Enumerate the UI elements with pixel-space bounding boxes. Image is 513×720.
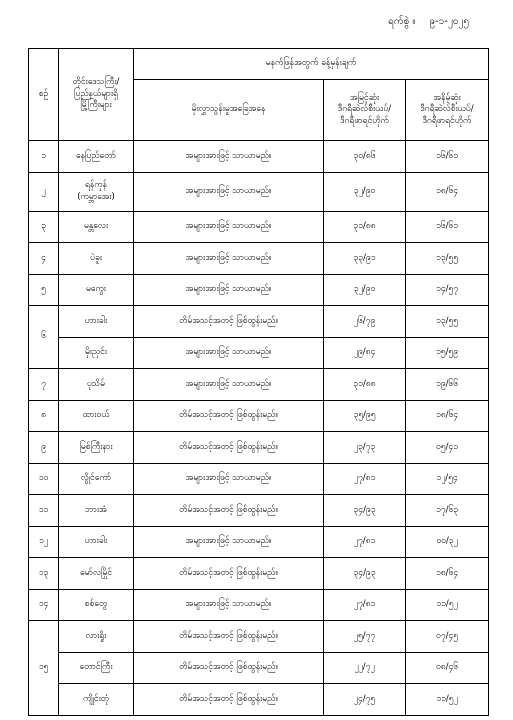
city-name: နေပြည်တော် (76, 150, 116, 161)
serial-no-cell: ၁၁ (29, 495, 59, 527)
header-serial-no: စဉ် (29, 49, 59, 141)
table-row (29, 526, 489, 558)
max-temp-cell: ၂၅/၇၇ (324, 621, 406, 653)
max-temp-cell: ၃၁/၈၈ (324, 211, 406, 243)
city-name: စစ်တွေ (84, 599, 108, 610)
table-row (29, 337, 489, 369)
weather-cell: တိမ်အသင့်အတင့် ဖြစ်ထွန်းမည်။ (134, 621, 324, 653)
city-name: မော်လမြိုင် (80, 567, 112, 578)
min-temp-cell: ၁၅/၅၉ (406, 337, 489, 369)
city-name: မိုးညှင်း (84, 347, 108, 358)
table-row (29, 558, 489, 590)
table-row (29, 211, 489, 243)
max-temp-cell: ၂၇/၈၁ (324, 526, 406, 558)
table-row (29, 684, 489, 716)
weather-cell: တိမ်အသင့်အတင့် ဖြစ်ထွန်းမည်။ (134, 400, 324, 432)
serial-no-cell: ၁၄ (29, 589, 59, 621)
serial-no-cell: ၇ (29, 369, 59, 401)
weather-cell: တိမ်အသင့်အတင့် ဖြစ်ထွန်းမည်။ (134, 558, 324, 590)
max-temp-cell: ၂၂/၇၂ (324, 652, 406, 684)
min-temp-cell: ၁၆/၆၁ (406, 141, 489, 173)
weather-cell: အများအားဖြင့် သာယာမည်။ (134, 337, 324, 369)
city-cell (59, 589, 134, 621)
serial-no-cell: ၂ (29, 172, 59, 211)
city-name: ဘားအံ (85, 504, 107, 515)
max-temp-cell: ၂၆/၇၉ (324, 306, 406, 338)
city-name: ဟားခါး (84, 536, 108, 547)
table-row (29, 589, 489, 621)
header-min-line: ဒီဂရီဆဲလ်စီးယပ်/ (420, 104, 474, 115)
min-temp-cell: ၀၀/၃၂ (406, 526, 489, 558)
max-temp-cell: ၃၁/၈၈ (324, 369, 406, 401)
min-temp-cell: ၁၁/၅၂ (406, 684, 489, 716)
weather-cell: အများအားဖြင့် သာယာမည်။ (134, 274, 324, 306)
table-row (29, 400, 489, 432)
table-row (29, 172, 489, 211)
max-temp-cell: ၂၉/၈၄ (324, 337, 406, 369)
city-name: လားရှိုး (85, 630, 107, 641)
city-name: လွိုင်ကော် (80, 473, 112, 484)
min-temp-cell: ၀၇/၄၅ (406, 621, 489, 653)
table-row (29, 306, 489, 338)
table-row (29, 432, 489, 464)
weather-cell: အများအားဖြင့် သာယာမည်။ (134, 211, 324, 243)
city-cell (59, 337, 134, 369)
city-cell (59, 172, 134, 211)
serial-no-cell: ၄ (29, 243, 59, 275)
city-cell (59, 306, 134, 338)
max-temp-cell: ၃၄/၉၃ (324, 495, 406, 527)
table-row (29, 243, 489, 275)
weather-cell: အများအားဖြင့် သာယာမည်။ (134, 526, 324, 558)
city-name: မန္တလေး (84, 221, 108, 232)
city-name: မကွေး (86, 284, 106, 295)
max-temp-cell: ၃၂/၉၀ (324, 172, 406, 211)
header-min-temp (406, 80, 489, 141)
serial-no-cell: ၅ (29, 274, 59, 306)
max-temp-cell: ၂၇/၈၁ (324, 463, 406, 495)
serial-no-cell: ၈ (29, 400, 59, 432)
min-temp-cell: ၀၈/၄၆ (406, 652, 489, 684)
max-temp-cell: ၂၄/၇၅ (324, 684, 406, 716)
max-temp-cell: ၃၅/၉၅ (324, 400, 406, 432)
city-cell (59, 621, 134, 653)
min-temp-cell: ၁၈/၆၄ (406, 172, 489, 211)
min-temp-cell: ၁၃/၅၅ (406, 243, 489, 275)
header-max-line: အမြင့်ဆုံး (349, 92, 380, 103)
weather-cell: တိမ်အသင့်အတင့် ဖြစ်ထွန်းမည်။ (134, 432, 324, 464)
city-cell (59, 211, 134, 243)
serial-no-cell: ၁၀ (29, 463, 59, 495)
header-min-line: ဒီဂရီဖာရင်ဟိုက် (422, 115, 472, 126)
header-region-line: မြို့ကြီးများ (80, 100, 112, 111)
city-name: ထားဝယ် (82, 410, 110, 421)
min-temp-cell: ၁၈/၆၄ (406, 400, 489, 432)
max-temp-cell: ၃၃/၉၁ (324, 243, 406, 275)
weather-cell: တိမ်အသင့်အတင့် ဖြစ်ထွန်းမည်။ (134, 306, 324, 338)
header-min-line: အနိမ့်ဆုံး (433, 92, 461, 103)
date-label: ရက်စွဲ ။ (388, 16, 416, 27)
city-name: ကျိုင်းတုံ (82, 693, 110, 704)
serial-no-cell: ၁၃ (29, 558, 59, 590)
max-temp-cell: ၃၂/၉၀ (324, 274, 406, 306)
serial-no-cell: ၁၂ (29, 526, 59, 558)
header-max-temp (324, 80, 406, 141)
city-cell (59, 141, 134, 173)
min-temp-cell: ၁၃/၅၅ (406, 306, 489, 338)
weather-cell: အများအားဖြင့် သာယာမည်။ (134, 369, 324, 401)
serial-no-cell: ၉ (29, 432, 59, 464)
city-cell (59, 400, 134, 432)
serial-no-cell: ၁ (29, 141, 59, 173)
min-temp-cell: ၁၂/၅၄ (406, 463, 489, 495)
table-row (29, 274, 489, 306)
header-region-cities (59, 49, 134, 141)
city-name: မြစ်ကြီးနား (79, 441, 113, 452)
weather-cell: တိမ်အသင့်အတင့် ဖြစ်ထွန်းမည်။ (134, 495, 324, 527)
serial-no-cell: ၆ (29, 306, 59, 369)
city-cell (59, 495, 134, 527)
weather-cell: အများအားဖြင့် သာယာမည်။ (134, 141, 324, 173)
weather-forecast-table (28, 48, 489, 716)
weather-cell: အများအားဖြင့် သာယာမည်။ (134, 243, 324, 275)
serial-no-cell: ၃ (29, 211, 59, 243)
serial-no-cell: ၁၅ (29, 621, 59, 716)
weather-cell: အများအားဖြင့် သာယာမည်။ (134, 589, 324, 621)
max-temp-cell: ၂၃/၇၃ (324, 432, 406, 464)
header-region-line: တိုင်းဒေသကြီး/ (72, 77, 120, 88)
table-row (29, 463, 489, 495)
city-cell (59, 243, 134, 275)
city-cell (59, 684, 134, 716)
min-temp-cell: ၁၁/၅၂ (406, 589, 489, 621)
header-max-line: ဒီဂရီဆဲလ်စီးယပ်/ (337, 104, 392, 115)
max-temp-cell: ၃၀/၈၆ (324, 141, 406, 173)
city-cell (59, 463, 134, 495)
city-name: ဟားခါး (84, 315, 108, 326)
forecast-rows (29, 141, 489, 716)
header-region-line: ပြည်နယ်များရှိ (74, 88, 118, 99)
weather-cell: တိမ်အသင့်အတင့် ဖြစ်ထွန်းမည်။ (134, 684, 324, 716)
table-row (29, 652, 489, 684)
max-temp-cell: ၂၇/၈၁ (324, 589, 406, 621)
city-cell (59, 274, 134, 306)
min-temp-cell: ၁၈/၆၄ (406, 558, 489, 590)
city-cell (59, 369, 134, 401)
header-weather-condition: မိုးလွှာသွန်းမှုအခြေအနေ (134, 80, 324, 141)
table-row (29, 369, 489, 401)
city-cell (59, 432, 134, 464)
table-row (29, 621, 489, 653)
city-cell (59, 652, 134, 684)
max-temp-cell: ၃၄/၉၃ (324, 558, 406, 590)
table-row (29, 495, 489, 527)
header-forecast-group: မနက်ဖြန်အတွက် ခန့်မှန်းချက် (134, 49, 489, 80)
min-temp-cell: ၀၅/၄၁ (406, 432, 489, 464)
city-cell (59, 526, 134, 558)
min-temp-cell: ၁၄/၅၇ (406, 274, 489, 306)
min-temp-cell: ၁၉/၆၆ (406, 369, 489, 401)
table-row (29, 141, 489, 173)
weather-cell: အများအားဖြင့် သာယာမည်။ (134, 172, 324, 211)
weather-cell: တိမ်အသင့်အတင့် ဖြစ်ထွန်းမည်။ (134, 652, 324, 684)
city-name: ပဲခူး (90, 252, 102, 263)
date-value: ၉-၁-၂၀၂၅ (429, 16, 469, 27)
city-name: ရန်ကုန် (85, 180, 107, 191)
document-date (388, 14, 469, 29)
city-name: ပုသိမ် (87, 378, 105, 389)
city-cell (59, 558, 134, 590)
min-temp-cell: ၁၆/၆၁ (406, 211, 489, 243)
city-name: တောင်ကြီး (79, 662, 113, 673)
header-max-line: ဒီဂရီဖာရင်ဟိုက် (340, 115, 389, 126)
min-temp-cell: ၁၇/၆၃ (406, 495, 489, 527)
city-subname: (ကမ္ဘာအေး) (77, 191, 115, 202)
weather-cell: အများအားဖြင့် သာယာမည်။ (134, 463, 324, 495)
